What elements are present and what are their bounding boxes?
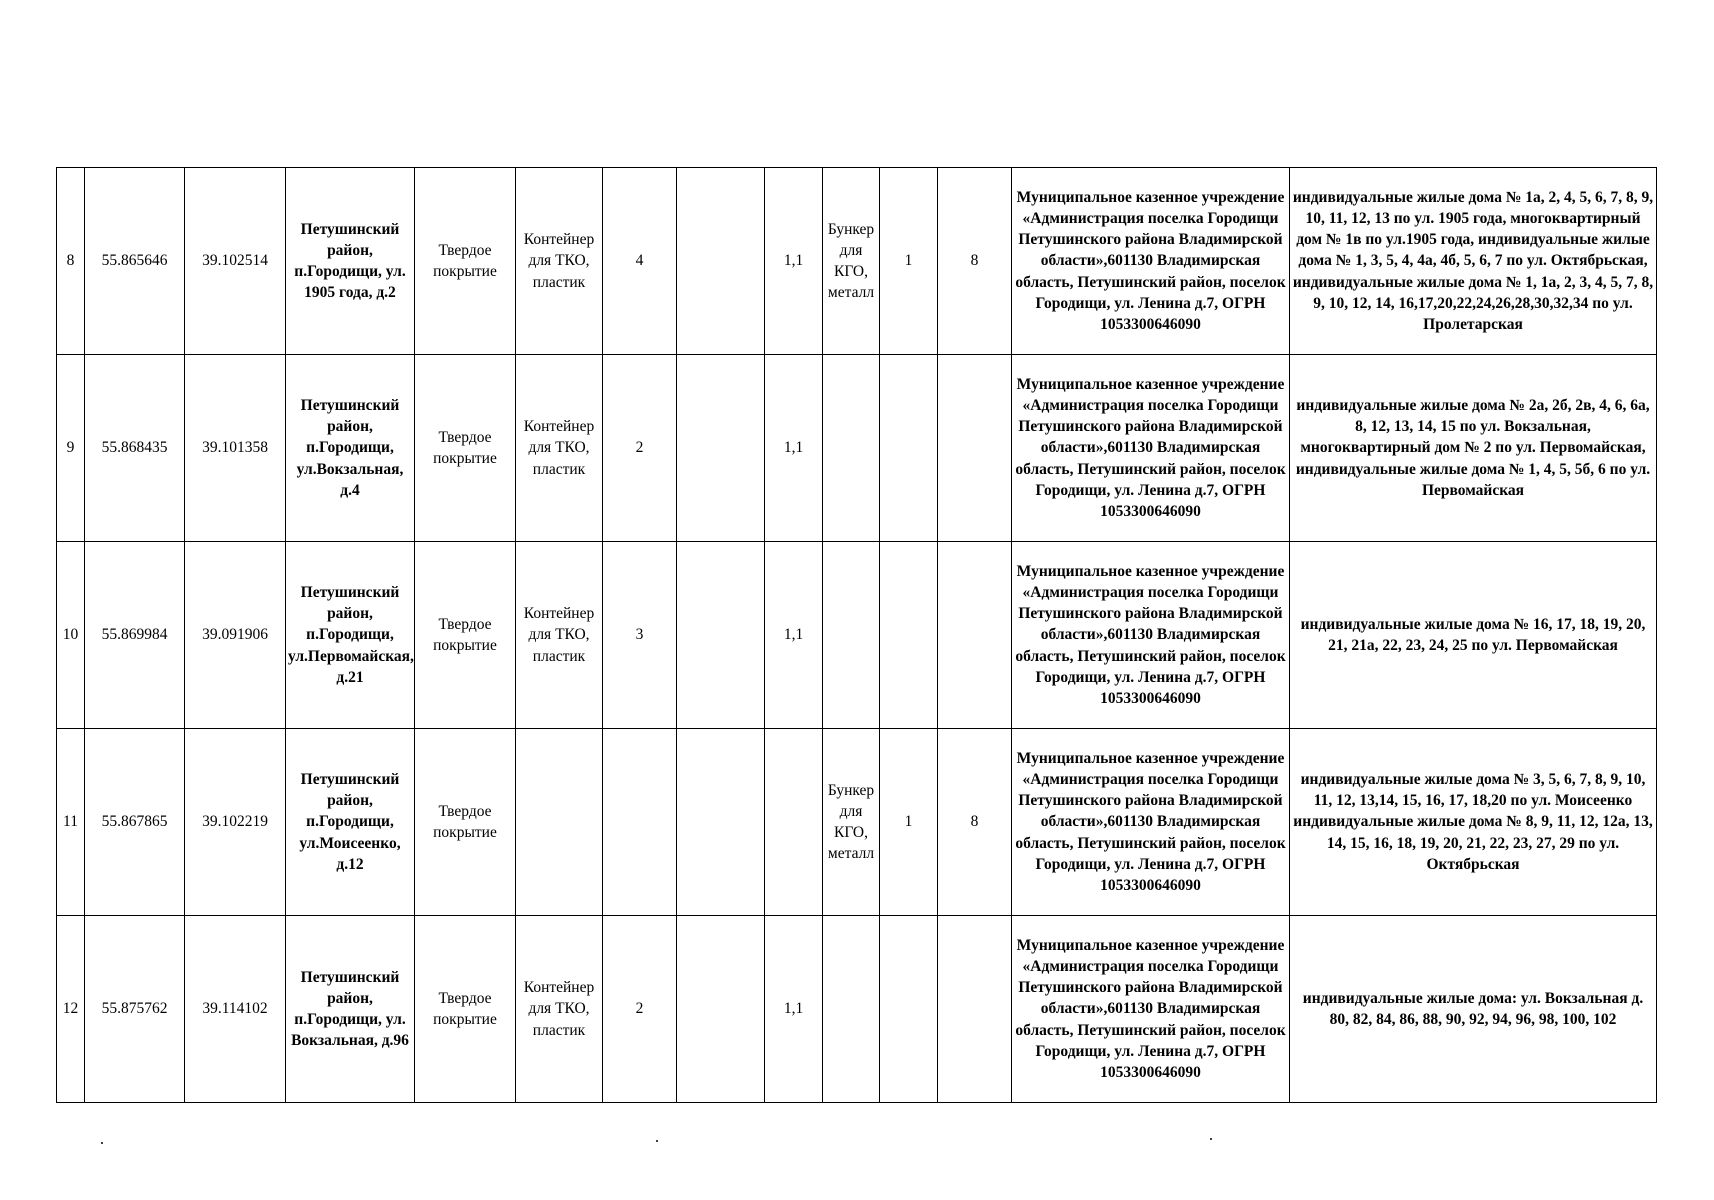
bunker-type-cell: Бункер для КГО, металл bbox=[823, 168, 880, 355]
bunker-count-cell bbox=[880, 355, 938, 542]
planned-count-cell bbox=[677, 916, 765, 1103]
container-type-cell: Контейнер для ТКО, пластик bbox=[516, 168, 603, 355]
bunker-type-cell bbox=[823, 916, 880, 1103]
waste-sources-cell: индивидуальные жилые дома № 1а, 2, 4, 5, 6, 7, 8, 9, 10, 11, 12, 13 по ул. 1905 года, многоквартирный дом № 1в по ул.1905 года, индивидуальные жилые дома № 1, 3, 5, 4, 4а, 4б, 5, 6, 7 по ул. Октябрьская, индивидуальные жилые дома № 1, 1а, 2, 3, 4, 5, 7, 8, 9, 10, 12, 14, 16,17,20,22,24,26,28,30,32,34 по ул. Пролетарская bbox=[1290, 168, 1657, 355]
bunker-volume-cell bbox=[938, 916, 1012, 1103]
container-count-cell: 4 bbox=[603, 168, 677, 355]
bunker-type-cell bbox=[823, 542, 880, 729]
table-body bbox=[57, 168, 1657, 1103]
planned-count-cell bbox=[677, 542, 765, 729]
table-row bbox=[57, 729, 1657, 916]
bunker-volume-cell bbox=[938, 355, 1012, 542]
waste-sources-cell: индивидуальные жилые дома № 16, 17, 18, 19, 20, 21, 21а, 22, 23, 24, 25 по ул. Первомайская bbox=[1290, 542, 1657, 729]
site-address-cell: Петушинский район, п.Городищи, ул.Вокзальная, д.4 bbox=[286, 355, 415, 542]
latitude-cell: 55.875762 bbox=[85, 916, 185, 1103]
container-count-cell: 2 bbox=[603, 355, 677, 542]
container-type-cell: Контейнер для ТКО, пластик bbox=[516, 916, 603, 1103]
site-address-cell: Петушинский район, п.Городищи, ул.Моисеенко, д.12 bbox=[286, 729, 415, 916]
row-number-cell: 11 bbox=[57, 729, 85, 916]
latitude-cell: 55.867865 bbox=[85, 729, 185, 916]
row-number-cell: 10 bbox=[57, 542, 85, 729]
scan-dot bbox=[656, 1140, 658, 1142]
planned-count-cell bbox=[677, 168, 765, 355]
waste-sources-cell: индивидуальные жилые дома: ул. Вокзальная д. 80, 82, 84, 86, 88, 90, 92, 94, 96, 98, 100, 102 bbox=[1290, 916, 1657, 1103]
row-number-cell: 8 bbox=[57, 168, 85, 355]
container-count-cell: 2 bbox=[603, 916, 677, 1103]
longitude-cell: 39.102514 bbox=[185, 168, 286, 355]
bunker-type-cell: Бункер для КГО, металл bbox=[823, 729, 880, 916]
longitude-cell: 39.102219 bbox=[185, 729, 286, 916]
owner-org-cell: Муниципальное казенное учреждение «Администрация поселка Городищи Петушинского района Владимирской области»,601130 Владимирская область, Петушинский район, поселок Городищи, ул. Ленина д.7, ОГРН 1053300646090 bbox=[1012, 168, 1290, 355]
container-volume-cell: 1,1 bbox=[765, 916, 823, 1103]
bunker-volume-cell bbox=[938, 542, 1012, 729]
site-address-cell: Петушинский район, п.Городищи, ул. 1905 года, д.2 bbox=[286, 168, 415, 355]
scan-dot bbox=[101, 1142, 103, 1144]
row-number-cell: 9 bbox=[57, 355, 85, 542]
latitude-cell: 55.869984 bbox=[85, 542, 185, 729]
owner-org-cell: Муниципальное казенное учреждение «Администрация поселка Городищи Петушинского района Владимирской области»,601130 Владимирская область, Петушинский район, поселок Городищи, ул. Ленина д.7, ОГРН 1053300646090 bbox=[1012, 542, 1290, 729]
site-address-cell: Петушинский район, п.Городищи, ул. Вокзальная, д.96 bbox=[286, 916, 415, 1103]
bunker-count-cell: 1 bbox=[880, 729, 938, 916]
container-volume-cell: 1,1 bbox=[765, 168, 823, 355]
surface-type-cell: Твердое покрытие bbox=[415, 729, 516, 916]
registry-sheet bbox=[56, 167, 1656, 1103]
container-count-cell: 3 bbox=[603, 542, 677, 729]
longitude-cell: 39.101358 bbox=[185, 355, 286, 542]
bunker-volume-cell: 8 bbox=[938, 168, 1012, 355]
planned-count-cell bbox=[677, 729, 765, 916]
container-type-cell bbox=[516, 729, 603, 916]
latitude-cell: 55.868435 bbox=[85, 355, 185, 542]
bunker-count-cell bbox=[880, 542, 938, 729]
scan-dot bbox=[1210, 1138, 1212, 1140]
longitude-cell: 39.114102 bbox=[185, 916, 286, 1103]
table-row bbox=[57, 168, 1657, 355]
latitude-cell: 55.865646 bbox=[85, 168, 185, 355]
row-number-cell: 12 bbox=[57, 916, 85, 1103]
bunker-count-cell: 1 bbox=[880, 168, 938, 355]
table-row bbox=[57, 542, 1657, 729]
surface-type-cell: Твердое покрытие bbox=[415, 168, 516, 355]
bunker-type-cell bbox=[823, 355, 880, 542]
container-count-cell bbox=[603, 729, 677, 916]
table-row bbox=[57, 916, 1657, 1103]
container-volume-cell: 1,1 bbox=[765, 355, 823, 542]
container-volume-cell bbox=[765, 729, 823, 916]
bunker-volume-cell: 8 bbox=[938, 729, 1012, 916]
longitude-cell: 39.091906 bbox=[185, 542, 286, 729]
owner-org-cell: Муниципальное казенное учреждение «Администрация поселка Городищи Петушинского района Владимирской области»,601130 Владимирская область, Петушинский район, поселок Городищи, ул. Ленина д.7, ОГРН 1053300646090 bbox=[1012, 729, 1290, 916]
surface-type-cell: Твердое покрытие bbox=[415, 916, 516, 1103]
waste-sources-cell: индивидуальные жилые дома № 2а, 2б, 2в, 4, 6, 6а, 8, 12, 13, 14, 15 по ул. Вокзальная, многоквартирный дом № 2 по ул. Первомайская, индивидуальные жилые дома № 1, 4, 5, 5б, 6 по ул. Первомайская bbox=[1290, 355, 1657, 542]
owner-org-cell: Муниципальное казенное учреждение «Администрация поселка Городищи Петушинского района Владимирской области»,601130 Владимирская область, Петушинский район, поселок Городищи, ул. Ленина д.7, ОГРН 1053300646090 bbox=[1012, 355, 1290, 542]
owner-org-cell: Муниципальное казенное учреждение «Администрация поселка Городищи Петушинского района Владимирской области»,601130 Владимирская область, Петушинский район, поселок Городищи, ул. Ленина д.7, ОГРН 1053300646090 bbox=[1012, 916, 1290, 1103]
planned-count-cell bbox=[677, 355, 765, 542]
container-volume-cell: 1,1 bbox=[765, 542, 823, 729]
container-type-cell: Контейнер для ТКО, пластик bbox=[516, 355, 603, 542]
bunker-count-cell bbox=[880, 916, 938, 1103]
surface-type-cell: Твердое покрытие bbox=[415, 355, 516, 542]
surface-type-cell: Твердое покрытие bbox=[415, 542, 516, 729]
waste-sites-table bbox=[56, 167, 1657, 1103]
table-row bbox=[57, 355, 1657, 542]
site-address-cell: Петушинский район, п.Городищи, ул.Первомайская, д.21 bbox=[286, 542, 415, 729]
waste-sources-cell: индивидуальные жилые дома № 3, 5, 6, 7, 8, 9, 10, 11, 12, 13,14, 15, 16, 17, 18,20 по ул. Моисеенко индивидуальные жилые дома № 8, 9, 11, 12, 12а, 13, 14, 15, 16, 18, 19, 20, 21, 22, 23, 27, 29 по ул. Октябрьская bbox=[1290, 729, 1657, 916]
container-type-cell: Контейнер для ТКО, пластик bbox=[516, 542, 603, 729]
